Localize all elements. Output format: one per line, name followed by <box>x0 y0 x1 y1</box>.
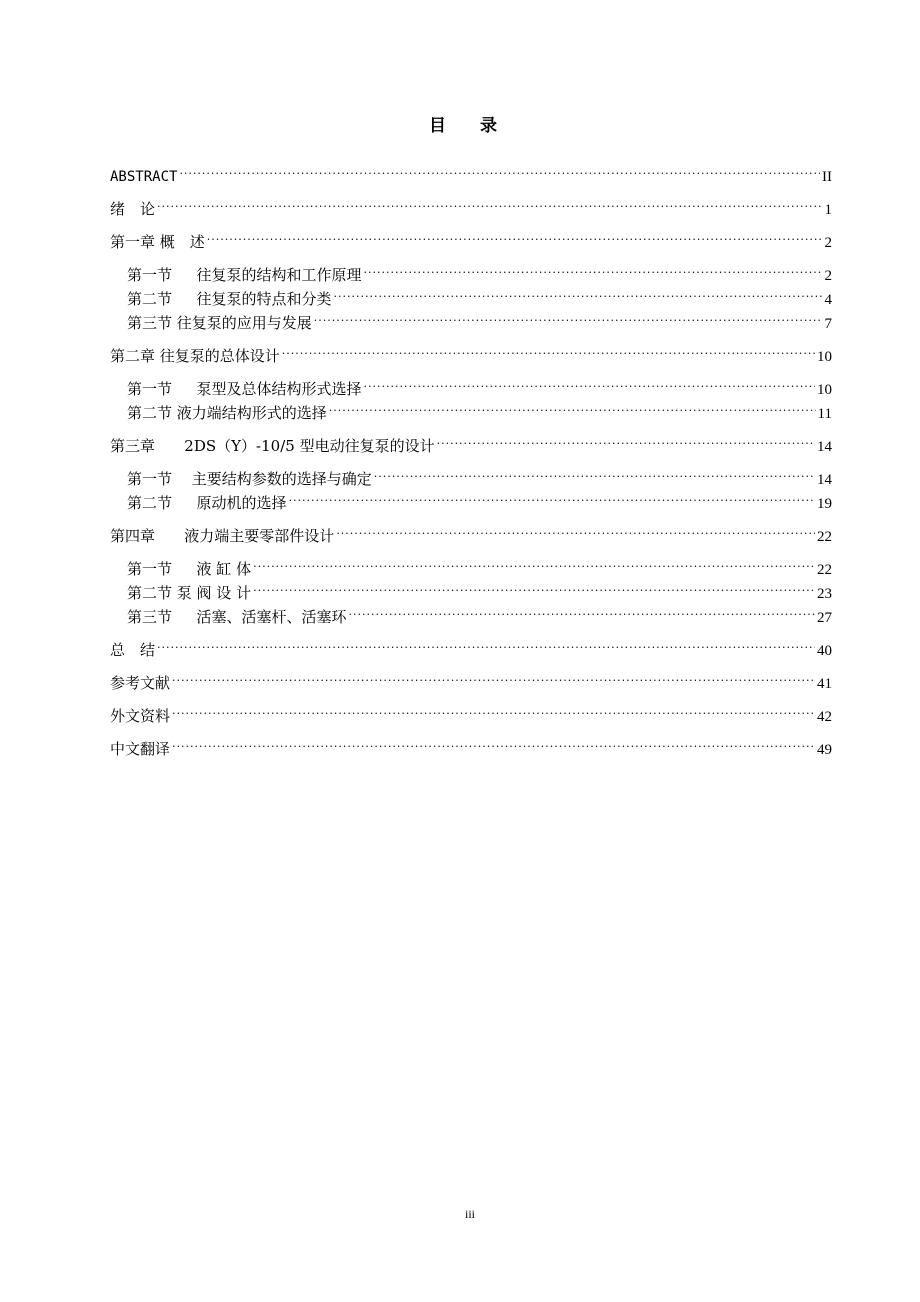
dot-leader <box>289 484 815 508</box>
toc-entry-abstract[interactable] <box>110 157 832 185</box>
toc-entry-ch3-sec1[interactable] <box>110 460 832 488</box>
dot-leader <box>172 697 815 721</box>
toc-entry-label: 第一节 主要结构参数的选择与确定 <box>127 470 372 488</box>
toc-entry-label: 第四章 液力端主要零部件设计 <box>110 527 335 545</box>
toc-entry-references[interactable] <box>110 664 832 692</box>
toc-entry-page: 2 <box>824 235 832 251</box>
toc-entry-label: 第一节 往复泵的结构和工作原理 <box>127 266 362 284</box>
toc-entry-page: 2 <box>824 268 832 284</box>
toc-entry-page: 42 <box>817 709 832 725</box>
dot-leader <box>364 256 823 280</box>
toc-entry-page: 10 <box>817 349 832 365</box>
dot-leader <box>364 370 815 394</box>
toc-entry-label: 第二节 往复泵的特点和分类 <box>127 290 332 308</box>
dot-leader <box>374 460 815 484</box>
toc-entry-foreign-material[interactable] <box>110 697 832 725</box>
toc-title: 目 录 <box>429 116 511 136</box>
toc-entry-label: 第二节 液力端结构形式的选择 <box>127 404 327 422</box>
dot-leader <box>157 190 822 214</box>
table-of-contents <box>110 157 832 758</box>
toc-entry-ch2-sec1[interactable] <box>110 370 832 398</box>
dot-leader <box>334 280 823 304</box>
toc-entry-label: 第三章 2DS（Y）-10/5 型电动往复泵的设计 <box>110 437 435 455</box>
toc-entry-page: 23 <box>817 586 832 602</box>
toc-entry-chapter-4[interactable] <box>110 517 832 545</box>
toc-entry-label: 第一章 概 述 <box>110 233 205 251</box>
toc-entry-label: 绪 论 <box>110 200 156 218</box>
toc-entry-page: 49 <box>817 742 832 758</box>
toc-entry-label: 第二节 原动机的选择 <box>127 494 287 512</box>
toc-entry-label: 外文资料 <box>110 707 171 725</box>
toc-entry-label: 第二章 往复泵的总体设计 <box>110 347 280 365</box>
toc-entry-page: 22 <box>817 562 832 578</box>
toc-entry-page: 19 <box>817 496 832 512</box>
toc-entry-ch1-sec1[interactable] <box>110 256 832 284</box>
dot-leader <box>207 223 823 247</box>
toc-entry-page: 22 <box>817 529 832 545</box>
toc-entry-page: 11 <box>817 406 832 422</box>
toc-entry-page: 1 <box>824 202 832 218</box>
dot-leader <box>349 598 815 622</box>
toc-entry-chapter-3[interactable] <box>110 427 832 455</box>
dot-leader <box>282 337 815 361</box>
toc-entry-label: 第一节 液 缸 体 <box>127 560 252 578</box>
page-number: iii <box>464 1207 475 1221</box>
toc-entry-label: ABSTRACT <box>110 169 178 185</box>
toc-entry-label: 总 结 <box>110 641 156 659</box>
toc-entry-conclusion[interactable] <box>110 631 832 659</box>
toc-entry-label: 中文翻译 <box>110 740 171 758</box>
toc-entry-ch4-sec1[interactable] <box>110 550 832 578</box>
dot-leader <box>253 550 815 574</box>
toc-entry-page: 27 <box>817 610 832 626</box>
toc-entry-page: 7 <box>824 316 832 332</box>
toc-entry-introduction[interactable] <box>110 190 832 218</box>
dot-leader <box>179 157 820 181</box>
toc-entry-label: 第三节 往复泵的应用与发展 <box>127 314 312 332</box>
toc-entry-label: 第二节 泵 阀 设 计 <box>127 584 252 602</box>
toc-entry-page: 14 <box>817 472 832 488</box>
toc-entry-chapter-2[interactable] <box>110 337 832 365</box>
toc-entry-page: 10 <box>817 382 832 398</box>
dot-leader <box>437 427 815 451</box>
dot-leader <box>336 517 815 541</box>
toc-entry-page: 40 <box>817 643 832 659</box>
dot-leader <box>253 574 815 598</box>
toc-entry-page: II <box>822 169 832 185</box>
toc-entry-chinese-translation[interactable] <box>110 730 832 758</box>
toc-entry-label: 第三节 活塞、活塞杆、活塞环 <box>127 608 347 626</box>
toc-entry-page: 41 <box>817 676 832 692</box>
dot-leader <box>314 304 823 328</box>
toc-entry-label: 第一节 泵型及总体结构形式选择 <box>127 380 362 398</box>
toc-entry-chapter-1[interactable] <box>110 223 832 251</box>
toc-entry-page: 4 <box>824 292 832 308</box>
dot-leader <box>172 664 815 688</box>
toc-entry-label: 参考文献 <box>110 674 171 692</box>
dot-leader <box>157 631 815 655</box>
dot-leader <box>172 730 815 754</box>
dot-leader <box>329 394 816 418</box>
toc-entry-page: 14 <box>817 439 832 455</box>
